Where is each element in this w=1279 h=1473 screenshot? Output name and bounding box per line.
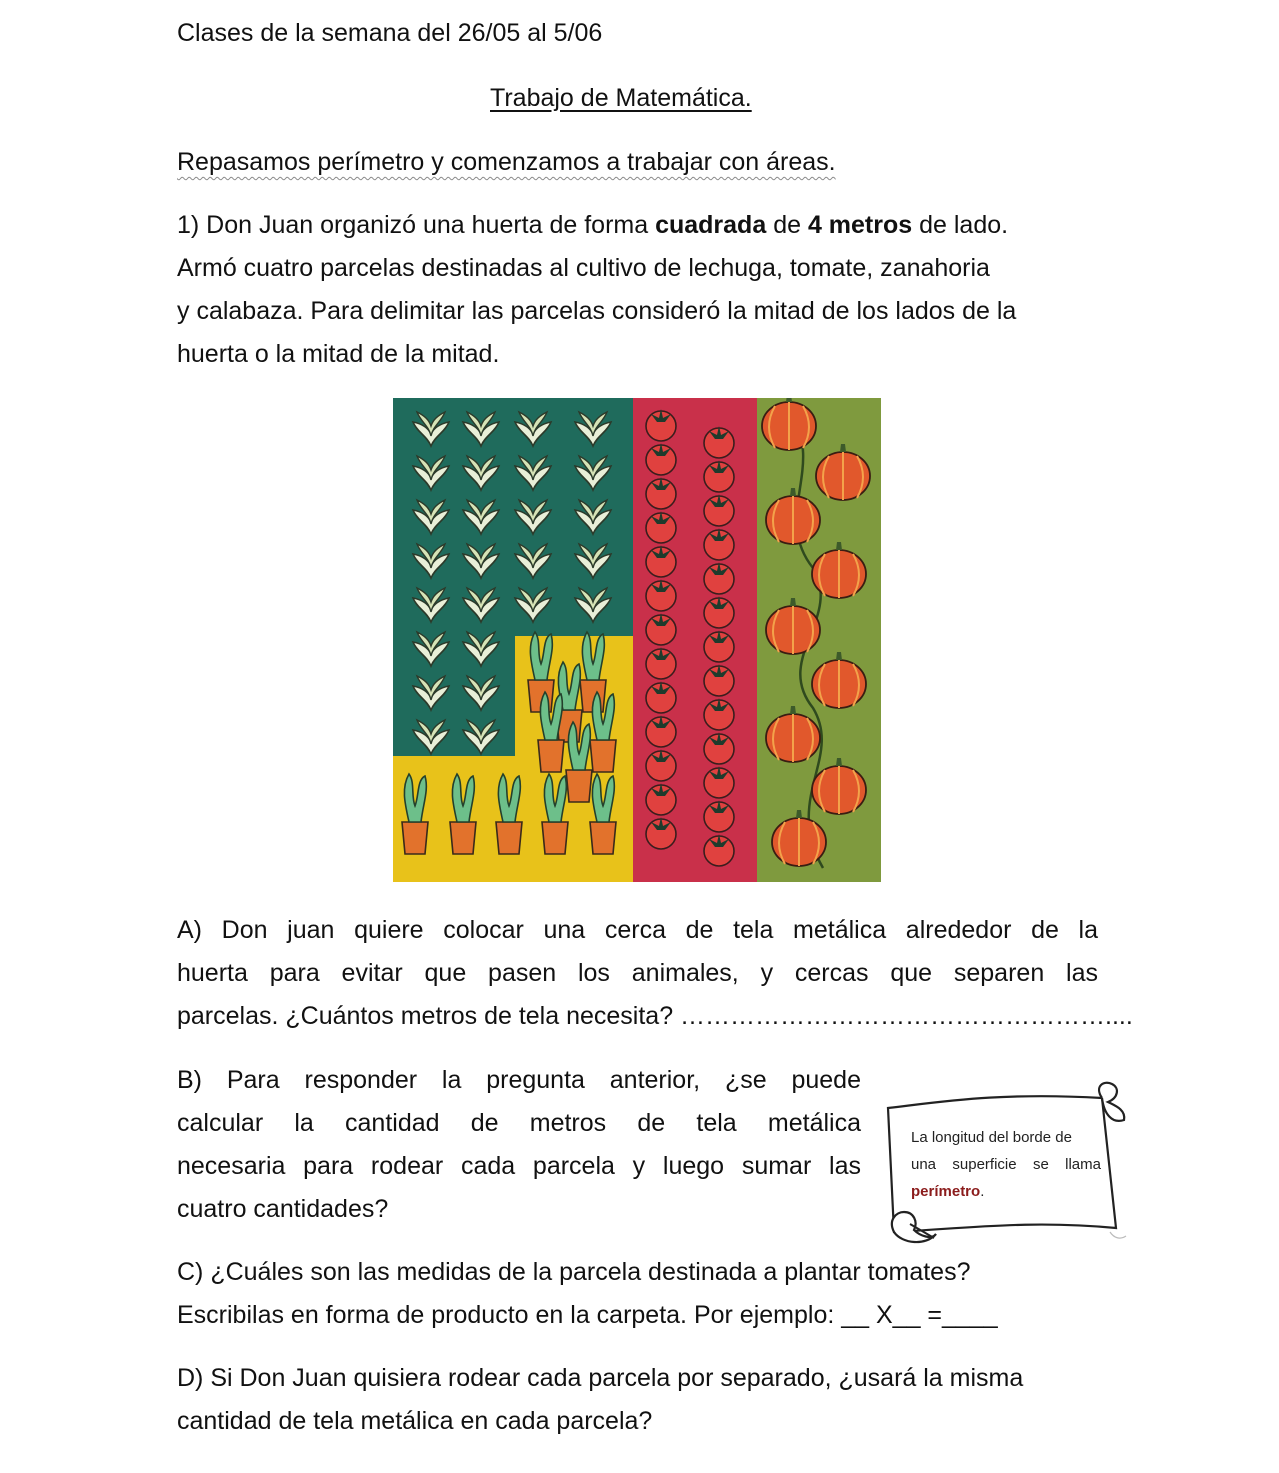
- perimeter-term: perímetro: [911, 1183, 981, 1200]
- question-b-line4: cuatro cantidades?: [177, 1195, 389, 1223]
- page-title: Trabajo de Matemática.: [490, 84, 752, 112]
- question-c-line2: Escribilas en forma de producto en la carpeta. Por ejemplo: __ X__ =____: [177, 1301, 998, 1329]
- question-d-line1: D) Si Don Juan quisiera rodear cada parcela por separado, ¿usará la misma: [177, 1364, 1024, 1392]
- problem1-line2: Armó cuatro parcelas destinadas al cultivo de lechuga, tomate, zanahoria: [177, 254, 990, 282]
- week-header: Clases de la semana del 26/05 al 5/06: [177, 19, 603, 47]
- problem1-line1: 1) Don Juan organizó una huerta de forma cuadrada de 4 metros de lado.: [177, 211, 1009, 239]
- question-b-line3: necesaria para rodear cada parcela y luego sumar las: [177, 1152, 861, 1180]
- garden-illustration: [393, 398, 881, 882]
- question-a-line2: huerta para evitar que pasen los animales, y cercas que separen las: [177, 959, 1098, 987]
- page-subtitle: Repasamos perímetro y comenzamos a trabajar con áreas.: [177, 148, 836, 176]
- problem1-line3: y calabaza. Para delimitar las parcelas consideró la mitad de los lados de la: [177, 297, 1017, 325]
- question-a-line3: parcelas. ¿Cuántos metros de tela necesita? ……………………………………………....: [177, 1002, 1133, 1030]
- perimeter-note-text: La longitud del borde de una superficie se llama perímetro.: [911, 1129, 1101, 1200]
- question-c-line1: C) ¿Cuáles son las medidas de la parcela destinada a plantar tomates?: [177, 1258, 971, 1286]
- question-b-line2: calcular la cantidad de metros de tela metálica: [177, 1109, 861, 1137]
- question-d-line2: cantidad de tela metálica en cada parcela?: [177, 1407, 653, 1435]
- problem1-line4: huerta o la mitad de la mitad.: [177, 340, 500, 368]
- question-b-line1: B) Para responder la pregunta anterior, ¿se puede: [177, 1066, 861, 1094]
- question-a-line1: A) Don juan quiere colocar una cerca de tela metálica alrededor de la: [177, 916, 1098, 944]
